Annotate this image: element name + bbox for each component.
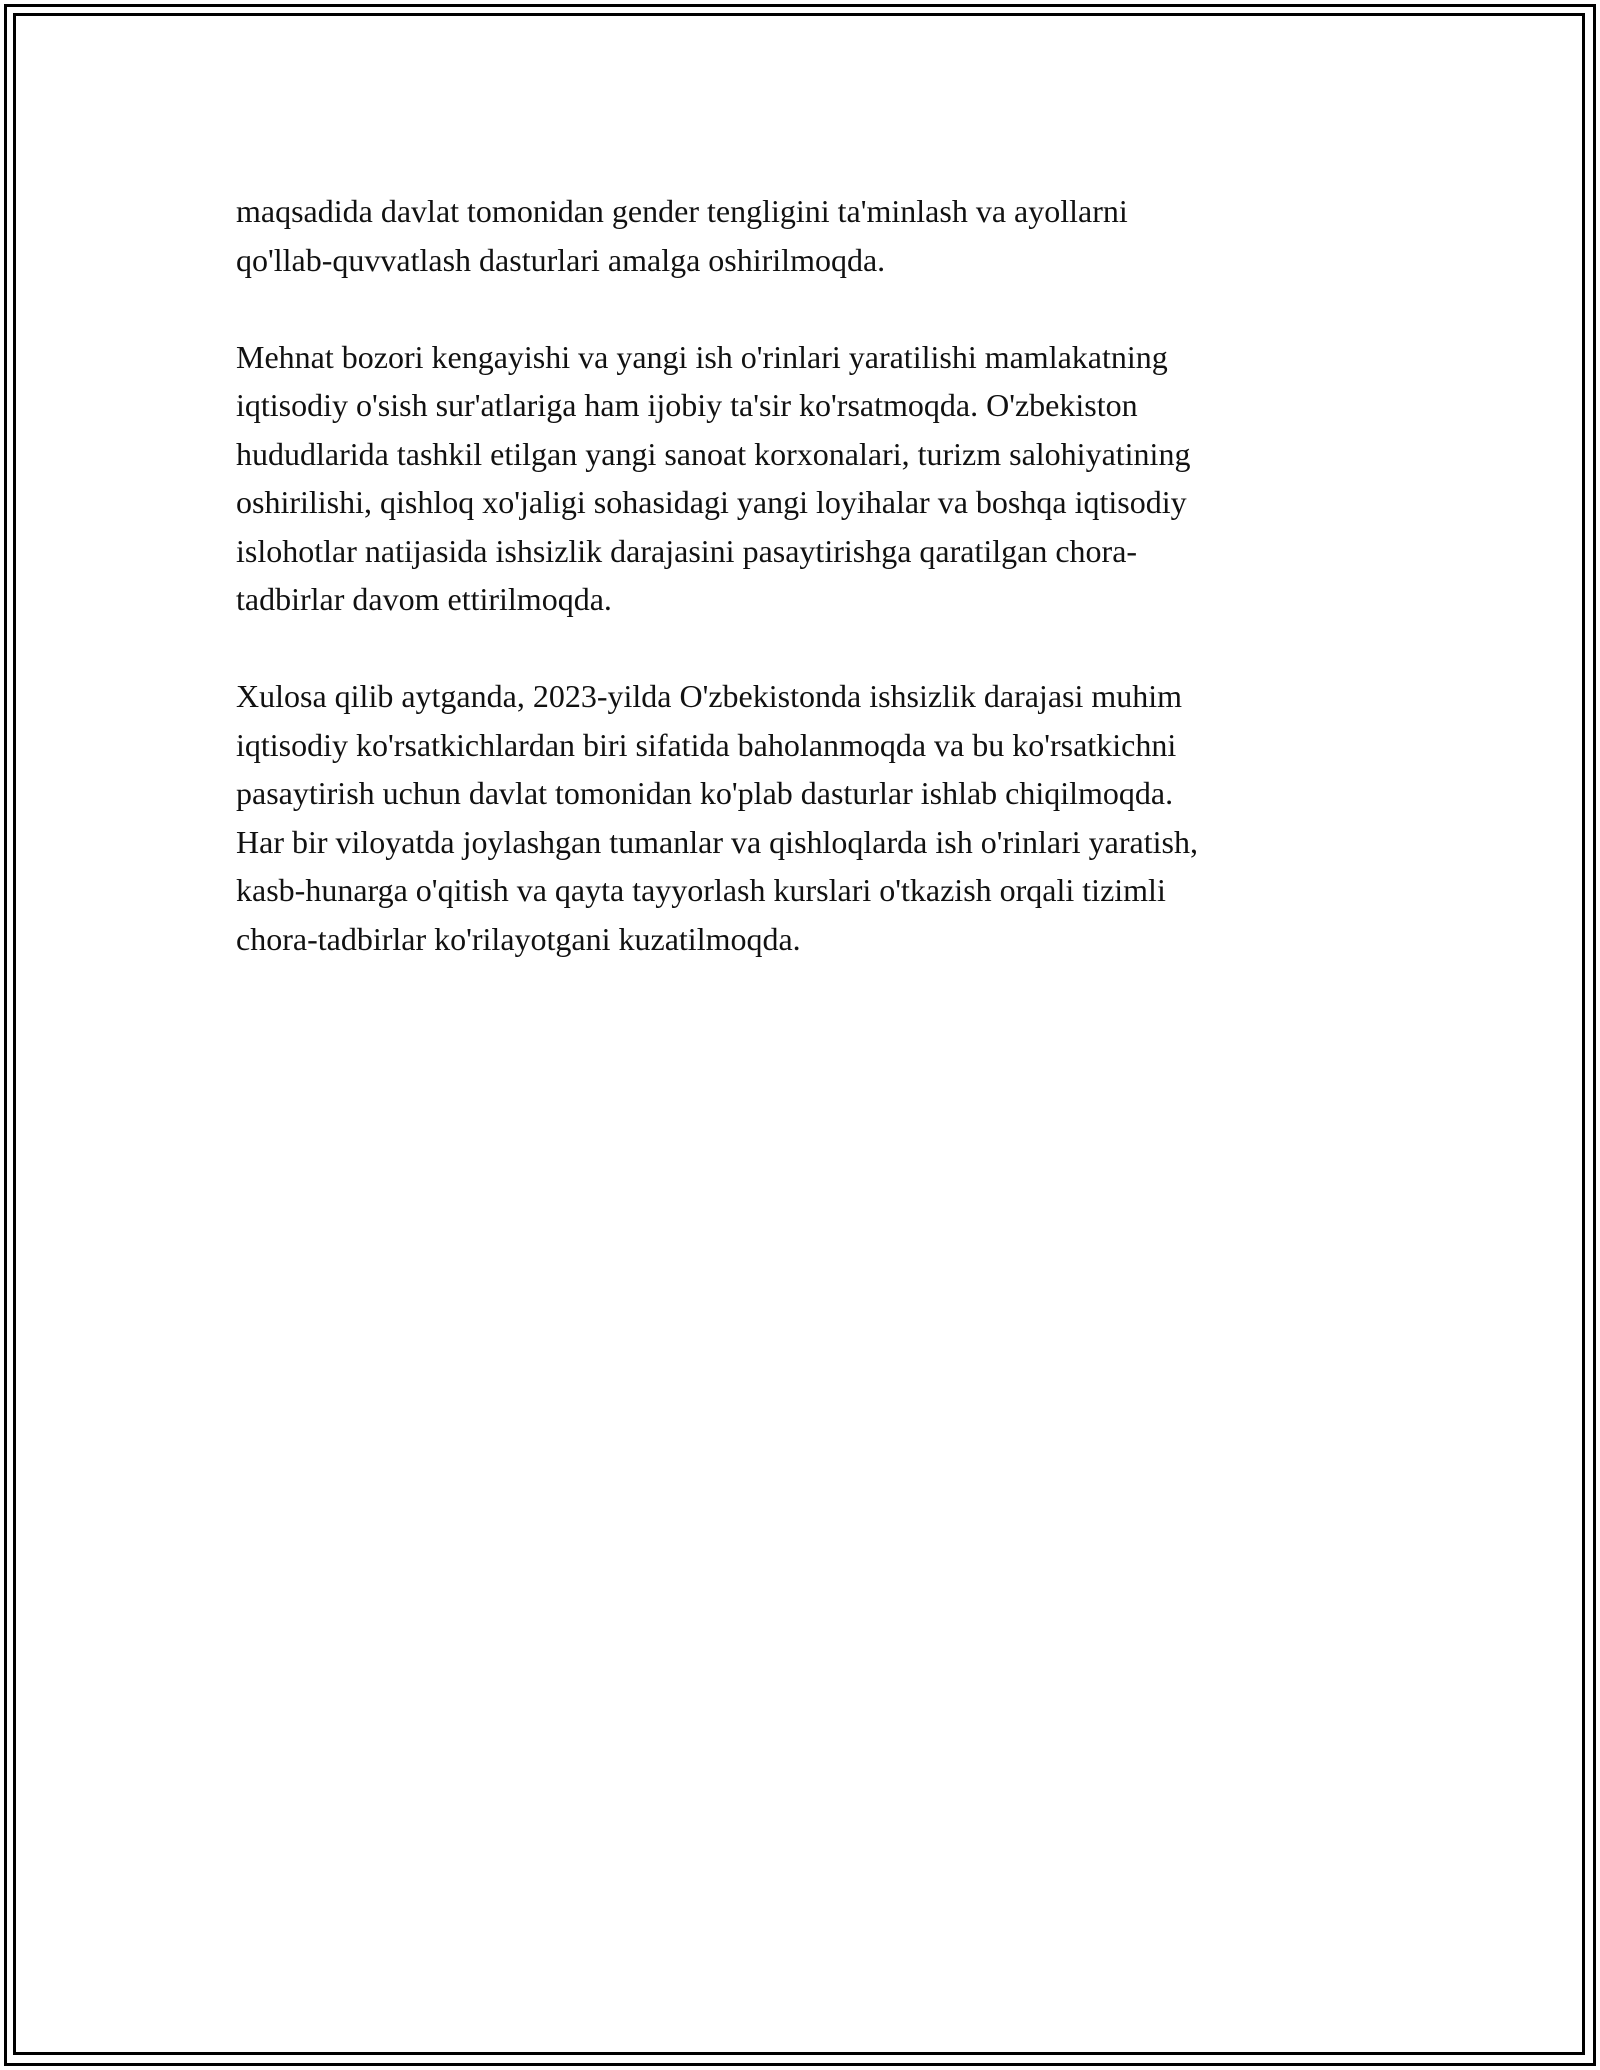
document-body: [236, 187, 1366, 1012]
paragraph: Mehnat bozori kengayishi va yangi ish o'rinlari yaratilishi mamlakatning iqtisodiy o'sish sur'atlariga ham ijobiy ta'sir ko'rsatmoqda. O'zbekiston hududlarida tashkil etilgan yangi sanoat korxonalari, turizm salohiyatining oshirilishi, qishloq xo'jaligi sohasidagi yangi loyihalar va boshqa iqtisodiy islohotlar natijasida ishsizlik darajasini pasaytirishga qaratilgan chora- tadbirlar davom ettirilmoqda.: [236, 338, 1191, 617]
paragraph: maqsadida davlat tomonidan gender tengligini ta'minlash va ayollarni qo'llab-quvvatlash dasturlari amalga oshirilmoqda.: [236, 193, 1128, 278]
paragraph: Xulosa qilib aytganda, 2023-yilda O'zbekistonda ishsizlik darajasi muhim iqtisodiy ko'rsatkichlardan biri sifatida baholanmoqda va bu ko'rsatkichni pasaytirish uchun davlat tomonidan ko'plab dasturlar ishlab chiqilmoqda. Har bir viloyatda joylashgan tumanlar va qishloqlarda ish o'rinlari yaratish, kasb-hunarga o'qitish va qayta tayyorlash kurslari o'tkazish orqali tizimli chora-tadbirlar ko'rilayotgani kuzatilmoqda.: [236, 678, 1198, 957]
